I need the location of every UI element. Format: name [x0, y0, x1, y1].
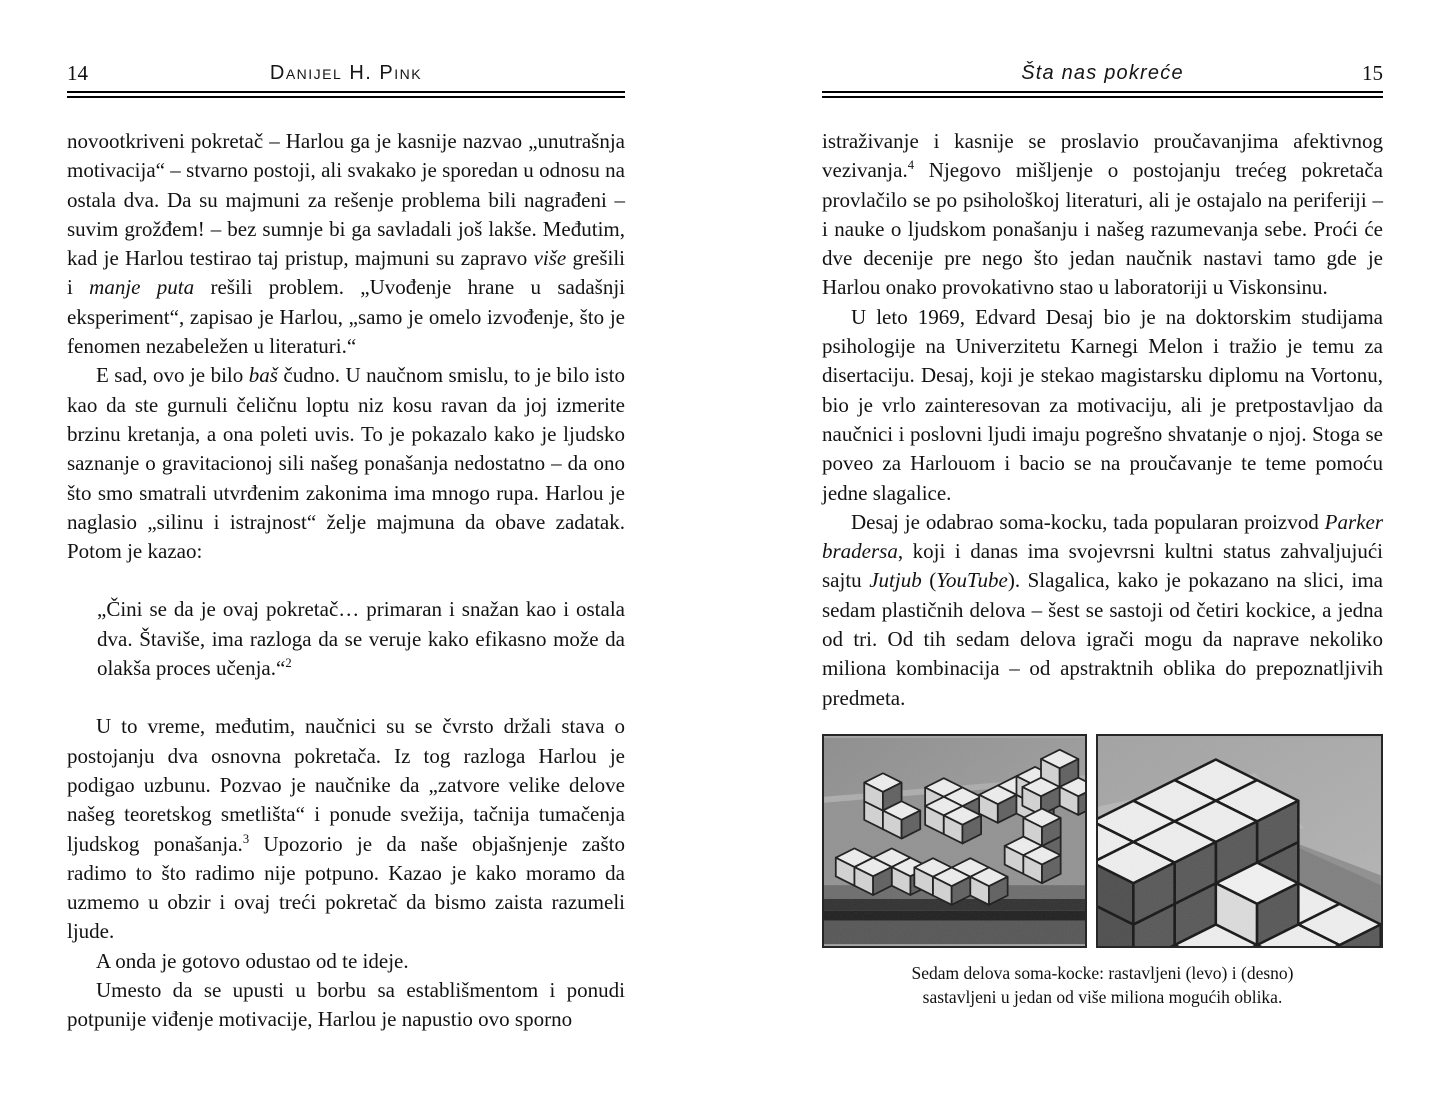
figure-caption-line-2: sastavljeni u jedan od više miliona mogućih oblika.	[922, 987, 1283, 1008]
paragraph: A onda je gotovo odustao od te ideje.	[96, 948, 409, 973]
running-head-title: Šta nas pokreće	[1021, 62, 1184, 84]
paragraph: Umesto da se upusti u borbu sa establišmentom i ponudi potpunije viđenje motivacije, Harlou je napustio ovo sporno	[67, 978, 625, 1032]
body-text-left	[67, 127, 625, 1035]
figure-panels	[822, 734, 1383, 948]
figure-caption-line-1: Sedam delova soma-kocke: rastavljeni (levo) i (desno)	[911, 962, 1294, 983]
footnote-marker: 4	[907, 158, 914, 173]
soma-cube-figure	[822, 734, 1383, 1010]
body-text-right	[822, 127, 1383, 713]
soma-pieces-disassembled-illustration	[822, 734, 1087, 948]
paragraph: U leto 1969, Edvard Desaj bio je na doktorskim studijama psihologije na Univerzitetu Karnegi Melon i tražio je temu za disertaciju. Desaj, koji je stekao magistarsku diplomu na Vortonu, bio je vrlo zainteresovan za motivaciju, ali je pretpostavljao da naučnici i poslovni ljudi imaju pogrešno shvatanje o njoj. Stoga se poveo za Harlouom i bacio se na proučavanje te teme pomoću jedne slagalice.	[822, 304, 1383, 505]
page-left	[67, 58, 625, 1035]
grain-overlay	[824, 738, 1085, 944]
footnote-marker: 3	[242, 831, 250, 846]
header-rule-right	[822, 91, 1383, 98]
footnote-marker: 2	[285, 656, 292, 671]
page-number-left: 14	[67, 61, 88, 85]
figure-caption	[822, 961, 1383, 1010]
page-header-left	[67, 58, 625, 100]
header-rule-left	[67, 91, 625, 98]
paragraph: Desaj je odabrao soma-kocku, tada popularan proizvod Parker bradersa, koji i danas ima svojevrsni kultni status zahvaljujući sajtu Jutjub (YouTube). Slagalica, kako je pokazano na slici, ima sedam plastičnih delova – šest se sastoji od četiri kockice, a jedna od tri. Od tih sedam delova igrači mogu da naprave nekoliko miliona kombinacija – od apstraktnih oblika do prepoznatljivih predmeta.	[822, 509, 1383, 710]
paragraph: istraživanje i kasnije se proslavio proučavanjima afektivnog vezivanja.$^4$ Njegovo mišljenje o postojanju trećeg pokretača provlačilo se po psihološkoj literaturi, ali je ostajalo na periferiji – i nauke o ljudskom ponašanju i našeg razumevanja sebe. Proći će dve decenije pre nego što jedan naučnik nastavi tamo gde je Harlou onako provokativno stao u laboratoriji u Viskonsinu.	[822, 129, 1383, 300]
grain-overlay	[1098, 738, 1381, 944]
paragraph: novootkriveni pokretač – Harlou ga je kasnije nazvao „unutrašnja motivacija“ – stvarno postoji, ali svakako je sporedan u odnosu na ostala dva. Da su majmuni za rešenje problema bili nagrađeni – suvim grožđem! – bez sumnje bi ga savladali još lakše. Međutim, kad je Harlou testirao taj pristup, majmuni su zapravo više grešili i manje puta rešili problem. „Uvođenje hrane u sadašnji eksperiment“, zapisao je Harlou, „samo je omelo izvođenje, što je fenomen nezabeležen u literaturi.“	[67, 129, 626, 359]
paragraph: E sad, ovo je bilo baš čudno. U naučnom smislu, to je bilo isto kao da ste gurnuli čeličnu loptu niz kosu ravan da joj izmerite brzinu kretanja, a ona poleti uvis. To je pokazalo kako je ljudsko saznanje o gravitacionoj sili našeg ponašanja nedostatno – da ono što smo smatrali utvrđenim zakonima ima mnogo rupa. Harlou je naglasio „silinu i istrajnost“ želje majmuna da obave zadatak. Potom je kazao:	[67, 363, 625, 564]
running-head-author: Danijel H. Pink	[269, 62, 423, 84]
soma-cube-assembled-illustration	[1096, 734, 1383, 948]
page-header-right	[822, 58, 1383, 100]
block-quote: „Čini se da je ovaj pokretač… primaran i snažan kao i ostala dva. Štaviše, ima razloga da se veruje kako efikasno može da olakša proces učenja.“$^2$	[97, 597, 625, 681]
paragraph: U to vreme, međutim, naučnici su se čvrsto držali stava o postojanju dva osnovna pokretača. Iz tog razloga Harlou je podigao uzbunu. Pozvao je naučnike da „zatvore velike delove našeg teoretskog smetlišta“ i ponude svežija, tačnija tumačenja ljudskog ponašanja.$^3$ Upozorio je da naše objašnjenje zašto radimo to što radimo nije potpuno. Kazao je kako moramo da uzmemo u obzir i ovaj treći pokretač da bismo zaista razumeli ljude.	[67, 714, 625, 944]
page-right	[822, 58, 1383, 1010]
page-number-right: 15	[1362, 61, 1383, 85]
